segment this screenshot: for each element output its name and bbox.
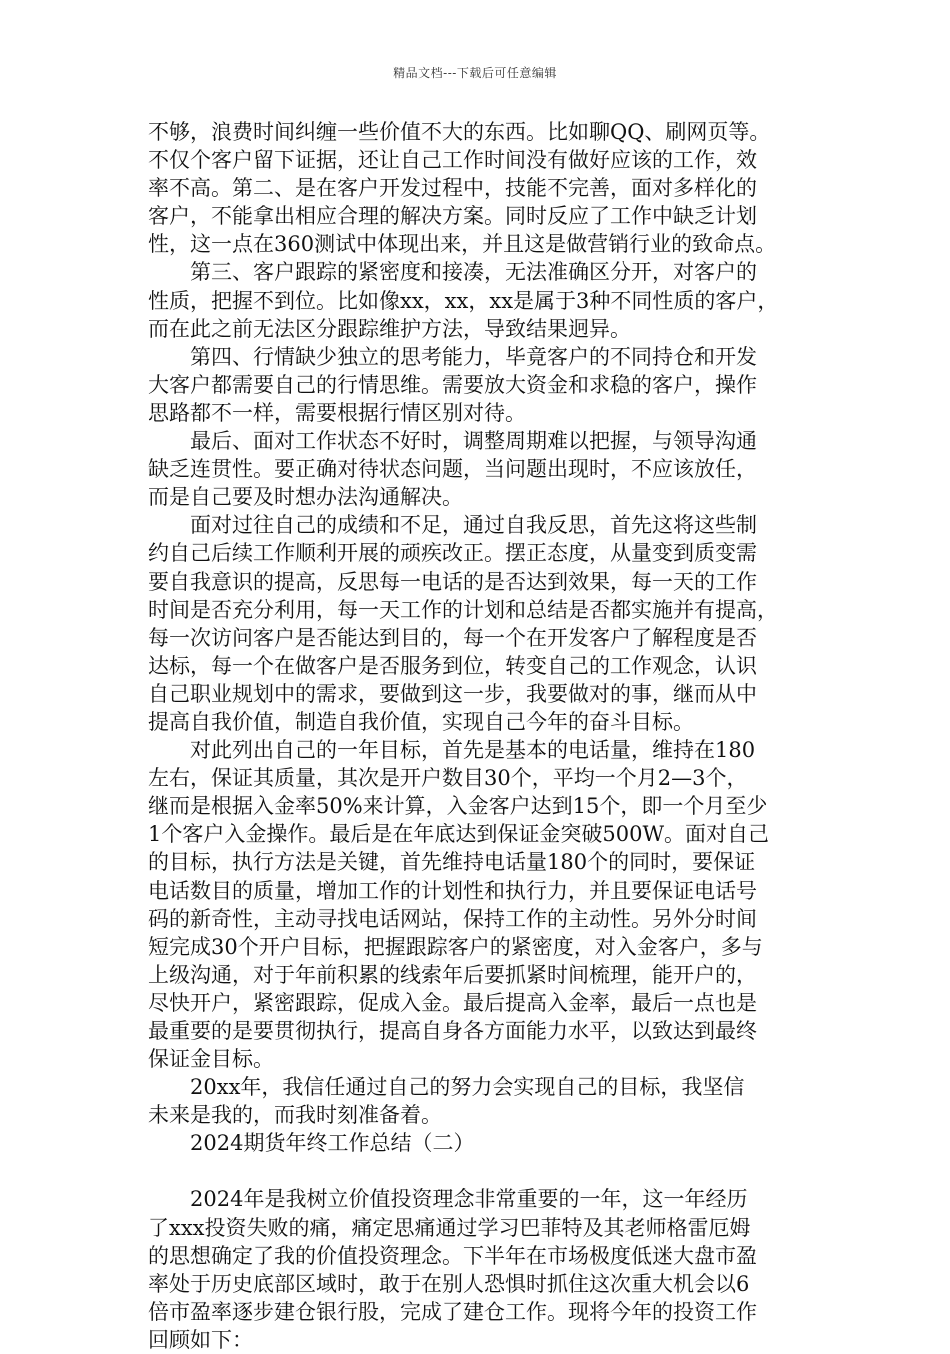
- text-line: 最重要的是要贯彻执行，提高自身各方面能力水平，以致达到最终: [148, 1019, 757, 1043]
- text-line: 回顾如下：: [148, 1327, 253, 1352]
- text-line: 而在此之前无法区分跟踪维护方法，导致结果迥异。: [148, 316, 631, 341]
- text-line: 尽快开户，紧密跟踪，促成入金。最后提高入金率，最后一点也是: [148, 990, 757, 1015]
- text-line: 率不高。第二、是在客户开发过程中，技能不完善，面对多样化的: [148, 176, 757, 201]
- text-line: 未来是我的，而我时刻准备着。: [148, 1103, 442, 1128]
- text-line: 不仅个客户留下证据，还让自己工作时间没有做好应该的工作，效: [148, 148, 757, 173]
- text-line: 要自我意识的提高，反思每一电话的是否达到效果，每一天的工作: [148, 569, 757, 594]
- text-line: 客户，不能拿出相应合理的解决方案。同时反应了工作中缺乏计划: [148, 204, 757, 229]
- text-line: 第四、行情缺少独立的思考能力，毕竟客户的不同持仓和开发: [148, 344, 757, 369]
- text-line: 达标，每一个在做客户是否服务到位，转变自己的工作观念，认识: [148, 653, 757, 678]
- text-line: 上级沟通，对于年前积累的线索年后要抓紧时间梳理，能开户的，: [148, 962, 757, 987]
- text-line: 保证金目标。: [148, 1047, 274, 1072]
- text-line: 左右，保证其质量，其次是开户数目30个，平均一个月2—3个，: [148, 766, 748, 791]
- page-header: 精品文档---下载后可任意编辑: [393, 66, 557, 80]
- text-line: 思路都不一样，需要根据行情区别对待。: [148, 400, 526, 425]
- text-line: 第三、客户跟踪的紧密度和接凑，无法准确区分开，对客户的: [148, 260, 757, 285]
- text-line: 而是自己要及时想办法沟通解决。: [148, 485, 463, 510]
- text-line: 缺乏连贯性。要正确对待状态问题，当问题出现时，不应该放任，: [148, 457, 757, 482]
- text-line: 短完成30个开户目标，把握跟踪客户的紧密度，对入金客户，多与: [148, 934, 763, 959]
- text-line: 约自己后续工作顺利开展的顽疾改正。摆正态度，从量变到质变需: [148, 541, 757, 566]
- text-line: 最后、面对工作状态不好时，调整周期难以把握，与领导沟通: [148, 429, 757, 454]
- document-body: [148, 118, 810, 1354]
- text-line: 性，这一点在360测试中体现出来，并且这是做营销行业的致命点。: [148, 232, 777, 257]
- text-line: 1个客户入金操作。最后是在年底达到保证金突破500W。面对自己: [148, 822, 770, 847]
- text-line: 面对过往自己的成绩和不足，通过自我反思，首先这将这些制: [148, 513, 757, 538]
- text-line: 的目标，执行方法是关键，首先维持电话量180个的同时，要保证: [148, 850, 756, 875]
- text-line: 提高自我价值，制造自我价值，实现自己今年的奋斗目标。: [148, 709, 694, 734]
- text-line: 每一次访问客户是否能达到目的，每一个在开发客户了解程度是否: [148, 625, 757, 650]
- text-line: 2024年是我树立价值投资理念非常重要的一年，这一年经历: [148, 1187, 748, 1212]
- text-line: 时间是否充分利用，每一天工作的计划和总结是否都实施并有提高，: [148, 597, 778, 622]
- text-line: 20xx年，我信任通过自己的努力会实现自己的目标，我坚信: [148, 1075, 745, 1100]
- text-line: 自己职业规划中的需求，要做到这一步，我要做对的事，继而从中: [148, 681, 757, 706]
- text-line: 大客户都需要自己的行情思维。需要放大资金和求稳的客户，操作: [148, 372, 757, 397]
- blank-line: [148, 1157, 810, 1185]
- text-line: 的思想确定了我的价值投资理念。下半年在市场极度低迷大盘市盈: [148, 1243, 757, 1268]
- text-line: 了xxx投资失败的痛，痛定思痛通过学习巴菲特及其老师格雷厄姆: [148, 1215, 751, 1240]
- text-line: 继而是根据入金率50%来计算，入金客户达到15个，即一个月至少: [148, 794, 768, 819]
- section-title: 2024期货年终工作总结（二）: [148, 1131, 475, 1156]
- text-line: 率处于历史底部区域时，敢于在别人恐惧时抓住这次重大机会以6: [148, 1271, 750, 1296]
- text-line: 倍市盈率逐步建仓银行股，完成了建仓工作。现将今年的投资工作: [148, 1299, 757, 1324]
- text-line: 不够，浪费时间纠缠一些价值不大的东西。比如聊QQ、刷网页等。: [148, 120, 771, 144]
- text-line: 码的新奇性，主动寻找电话网站，保持工作的主动性。另外分时间: [148, 906, 757, 931]
- text-line: 对此列出自己的一年目标，首先是基本的电话量，维持在180: [148, 738, 756, 763]
- text-line: 电话数目的质量，增加工作的计划性和执行力，并且要保证电话号: [148, 878, 757, 903]
- text-line: 性质，把握不到位。比如像xx，xx，xx是属于3种不同性质的客户，: [148, 288, 779, 313]
